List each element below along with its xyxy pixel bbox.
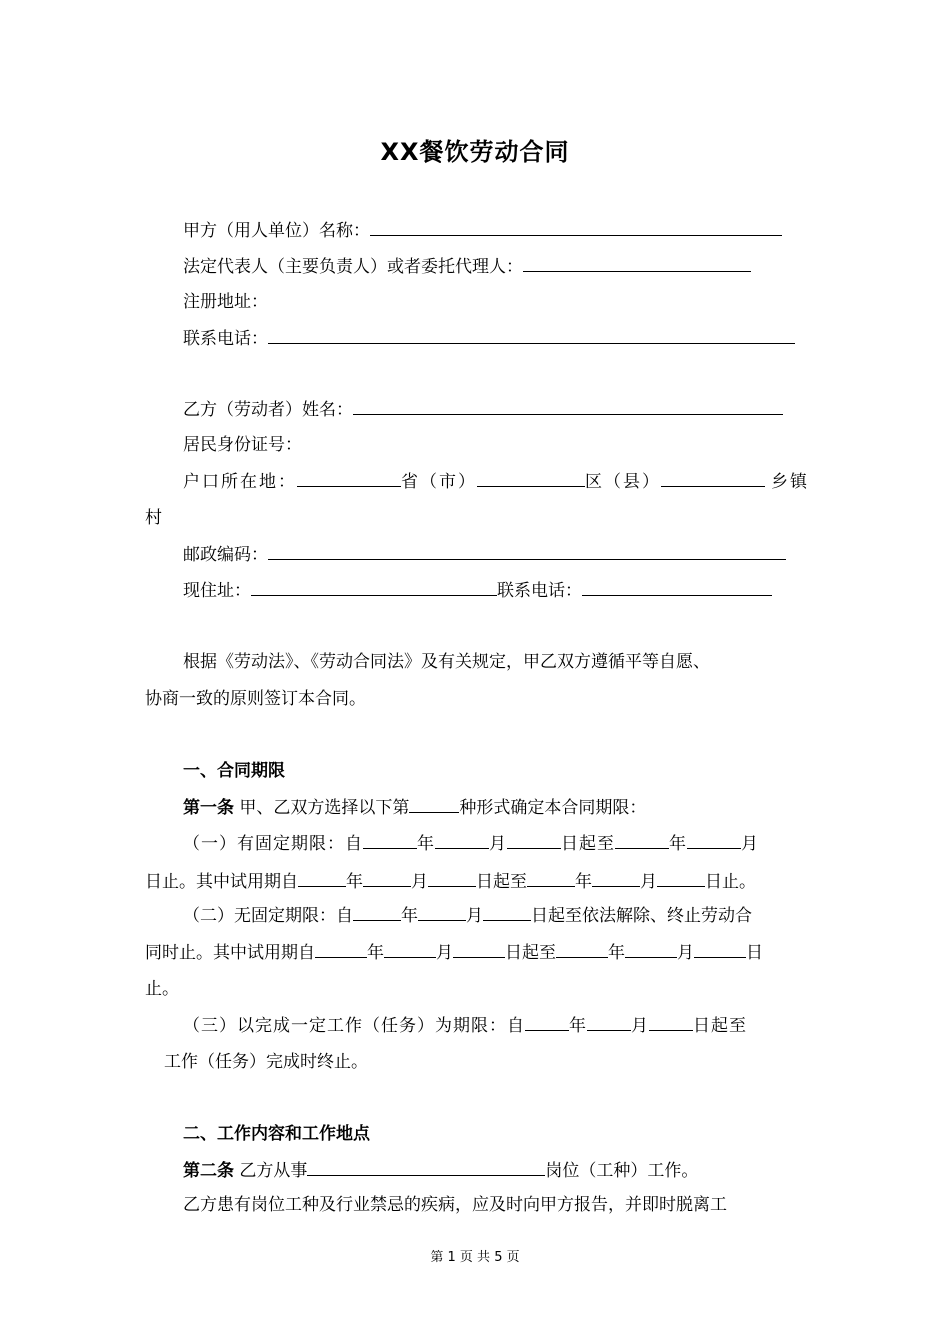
option-1-label: （一）有固定期限：自 [183,834,363,854]
opt1-trial-year-1: 年 [346,872,363,892]
party-a-name-label: 甲方（用人单位）名称： [183,221,370,241]
option-3-row [183,1013,747,1038]
opt1-trial-day-end: 日止。 [705,872,756,892]
party-b-address-label: 现住址： [183,581,251,601]
opt2-start-month-blank[interactable] [418,903,466,921]
opt2-trial-end-day-blank[interactable] [694,940,746,958]
opt2-trial-year-2: 年 [608,943,625,963]
opt1-trial-month-2: 月 [640,872,657,892]
opt2-trial-month-1: 月 [436,943,453,963]
opt2-trial-start-year-blank[interactable] [315,940,367,958]
party-b-postal-blank[interactable] [268,542,786,560]
party-a-phone-label: 联系电话： [183,329,268,349]
option-2-tail: 日起至依法解除、终止劳动合 [531,906,752,926]
article-1-form-blank[interactable] [409,795,459,813]
hukou-province-blank[interactable] [297,469,401,487]
option-2-line2-label: 同时止。其中试用期自 [145,943,315,963]
opt2-trial-month-2: 月 [677,943,694,963]
party-b-address-row [183,578,772,603]
party-b-village-row [145,506,162,530]
intro-line-1: 根据《劳动法》、《劳动合同法》及有关规定，甲乙双方遵循平等自愿、 [183,652,710,672]
opt3-year: 年 [569,1016,587,1036]
opt1-trial-end-month-blank[interactable] [592,869,640,887]
hukou-district-blank[interactable] [477,469,585,487]
party-b-phone-blank[interactable] [582,578,772,596]
article-2-text-b: 岗位（工种）工作。 [545,1161,699,1181]
opt2-start-year-blank[interactable] [353,903,401,921]
party-b-phone-label: 联系电话： [497,581,582,601]
party-a-address-label: 注册地址： [183,292,268,312]
section-2-heading: 二、工作内容和工作地点 [183,1124,370,1144]
party-a-address-row [183,290,268,314]
opt2-month: 月 [466,906,483,926]
opt1-day-start: 日起至 [561,834,615,854]
hukou-township-label: 乡镇 [771,472,809,492]
opt1-start-month-blank[interactable] [435,831,489,849]
party-b-postal-row [183,542,786,567]
party-b-name-blank[interactable] [353,397,783,415]
opt1-trial-start-year-blank[interactable] [298,869,346,887]
party-a-phone-blank[interactable] [268,326,795,344]
opt3-start-year-blank[interactable] [525,1013,569,1031]
option-2-label: （二）无固定期限：自 [183,906,353,926]
opt1-trial-start-day-blank[interactable] [428,869,476,887]
document-title: XX餐饮劳动合同 [380,138,570,166]
party-a-name-row [183,218,782,243]
intro-line-2: 协商一致的原则签订本合同。 [145,689,366,709]
opt1-start-year-blank[interactable] [363,831,417,849]
party-a-rep-blank[interactable] [523,254,751,272]
opt3-start-day-blank[interactable] [649,1013,693,1031]
opt1-year-2: 年 [669,834,687,854]
opt1-month-2: 月 [741,834,759,854]
option-2-row [183,903,752,928]
option-2-row-3: 止。 [145,979,179,999]
option-1-line2-label: 日止。其中试用期自 [145,872,298,892]
opt1-end-month-blank[interactable] [687,831,741,849]
page-footer: 第 1 页 共 5 页 [430,1250,520,1265]
opt2-trial-day: 日 [746,943,763,963]
article-1-text-b: 种形式确定本合同期限： [459,798,647,818]
opt2-trial-start-month-blank[interactable] [384,940,436,958]
option-2-row-2 [145,940,763,965]
article-1-row [183,795,646,820]
hukou-township-blank[interactable] [661,469,765,487]
option-1-row [183,831,759,856]
opt2-trial-end-year-blank[interactable] [556,940,608,958]
opt1-trial-month-1: 月 [411,872,428,892]
section-1-heading: 一、合同期限 [183,761,285,781]
opt1-end-year-blank[interactable] [615,831,669,849]
opt1-trial-day-start: 日起至 [476,872,527,892]
article-2-text-a: 乙方从事 [234,1161,308,1181]
opt1-start-day-blank[interactable] [507,831,561,849]
opt1-trial-start-month-blank[interactable] [363,869,411,887]
article-1-text-a: 甲、乙双方选择以下第 [234,798,410,818]
party-a-name-blank[interactable] [370,218,782,236]
article-1-label: 第一条 [183,798,234,818]
opt2-trial-year-1: 年 [367,943,384,963]
option-1-row-2 [145,869,756,894]
party-b-id-row [183,433,302,457]
party-b-name-row [183,397,783,422]
party-b-hukou-label: 户口所在地： [183,472,297,492]
article-2-label: 第二条 [183,1161,234,1181]
opt2-trial-start-day-blank[interactable] [453,940,505,958]
article-2-position-blank[interactable] [307,1158,545,1176]
party-a-rep-row [183,254,751,279]
party-a-rep-label: 法定代表人（主要负责人）或者委托代理人： [183,257,523,277]
hukou-village-label: 村 [145,508,162,528]
hukou-district-label: 区（县） [585,472,661,492]
opt2-trial-end-month-blank[interactable] [625,940,677,958]
opt1-trial-end-year-blank[interactable] [527,869,575,887]
party-b-name-label: 乙方（劳动者）姓名： [183,400,353,420]
party-b-address-blank[interactable] [251,578,497,596]
party-b-hukou-row [183,469,809,494]
party-b-id-label: 居民身份证号： [183,435,302,455]
option-3-tail: 日起至 [693,1016,747,1036]
opt2-trial-day-start: 日起至 [505,943,556,963]
hukou-province-label: 省（市） [401,472,477,492]
opt2-start-day-blank[interactable] [483,903,531,921]
opt1-year-1: 年 [417,834,435,854]
opt1-trial-year-2: 年 [575,872,592,892]
opt3-start-month-blank[interactable] [587,1013,631,1031]
party-a-phone-row [183,326,795,351]
option-3-row-2: 工作（任务）完成时终止。 [164,1052,368,1072]
option-3-label: （三）以完成一定工作（任务）为期限：自 [183,1016,525,1036]
opt1-month-1: 月 [489,834,507,854]
opt1-trial-end-day-blank[interactable] [657,869,705,887]
article-2-line-2: 乙方患有岗位工种及行业禁忌的疾病，应及时向甲方报告，并即时脱离工 [183,1195,727,1215]
party-b-postal-label: 邮政编码： [183,545,268,565]
opt2-year: 年 [401,906,418,926]
opt3-month: 月 [631,1016,649,1036]
article-2-row [183,1158,698,1183]
